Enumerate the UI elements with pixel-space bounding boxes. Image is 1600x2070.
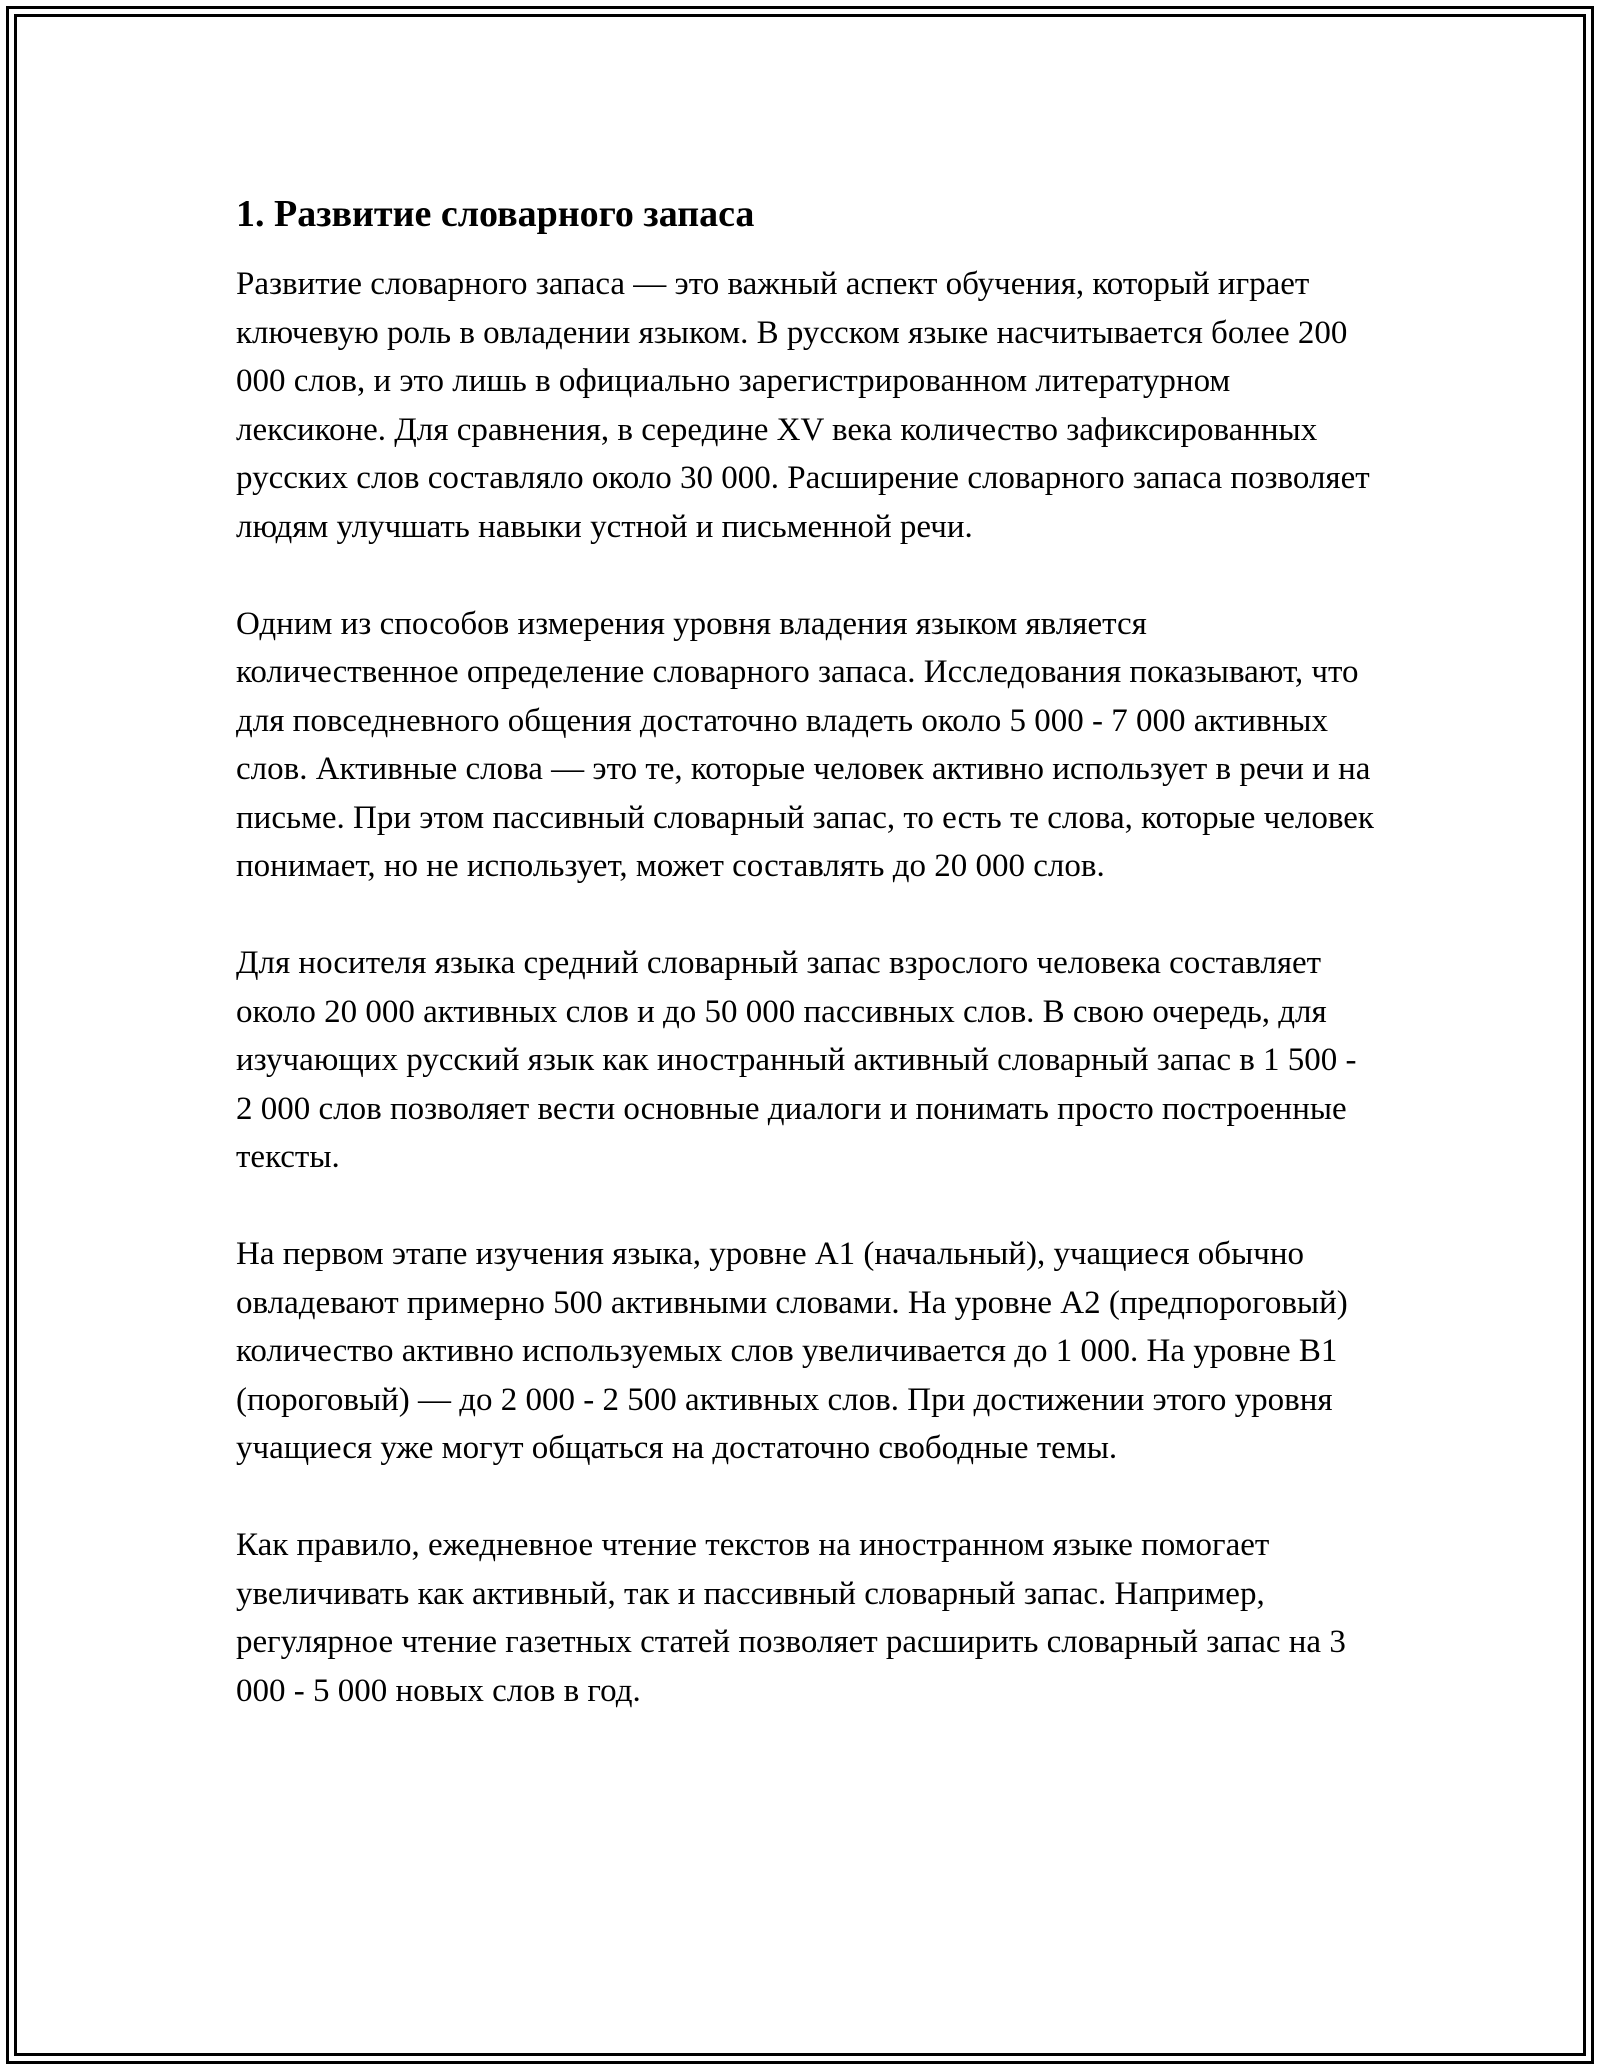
paragraph-measuring-vocabulary: Одним из способов измерения уровня владения языком является количественное определение словарного запаса. Исследования показывают, что для повседневного общения достаточно владеть около 5 000 - 7 000 активных слов. Активные слова — это те, которые человек активно использует в речи и на письме. При этом пассивный словарный запас, то есть те слова, которые человек понимает, но не использует, может составлять до 20 000 слов. — [236, 605, 1374, 884]
document-body — [236, 188, 1376, 1764]
paragraph-native-speaker-vocabulary: Для носителя языка средний словарный запас взрослого человека составляет около 20 000 активных слов и до 50 000 пассивных слов. В свою очередь, для изучающих русский язык как иностранный активный словарный запас в 1 500 - 2 000 слов позволяет вести основные диалоги и понимать просто построенные тексты. — [236, 945, 1357, 1175]
paragraph-vocabulary-intro: Развитие словарного запаса — это важный аспект обучения, который играет ключевую роль в овладении языком. В русском языке насчитывается более 200 000 слов, и это лишь в официально зарегистрированном литературном лексиконе. Для сравнения, в середине XV века количество зафиксированных русских слов составляло около 30 000. Расширение словарного запаса позволяет людям улучшать навыки устной и письменной речи. — [236, 266, 1370, 545]
paragraph-language-levels: На первом этапе изучения языка, уровне A1 (начальный), учащиеся обычно овладевают примерно 500 активными словами. На уровне A2 (предпороговый) количество активно используемых слов увеличивается до 1 000. На уровне B1 (пороговый) — до 2 000 - 2 500 активных слов. При достижении этого уровня учащиеся уже могут общаться на достаточно свободные темы. — [236, 1236, 1348, 1466]
section-title: 1. Развитие словарного запаса — [236, 193, 755, 235]
paragraph-reading-practice: Как правило, ежедневное чтение текстов на иностранном языке помогает увеличивать как активный, так и пассивный словарный запас. Например, регулярное чтение газетных статей позволяет расширить словарный запас на 3 000 - 5 000 новых слов в год. — [236, 1527, 1346, 1709]
